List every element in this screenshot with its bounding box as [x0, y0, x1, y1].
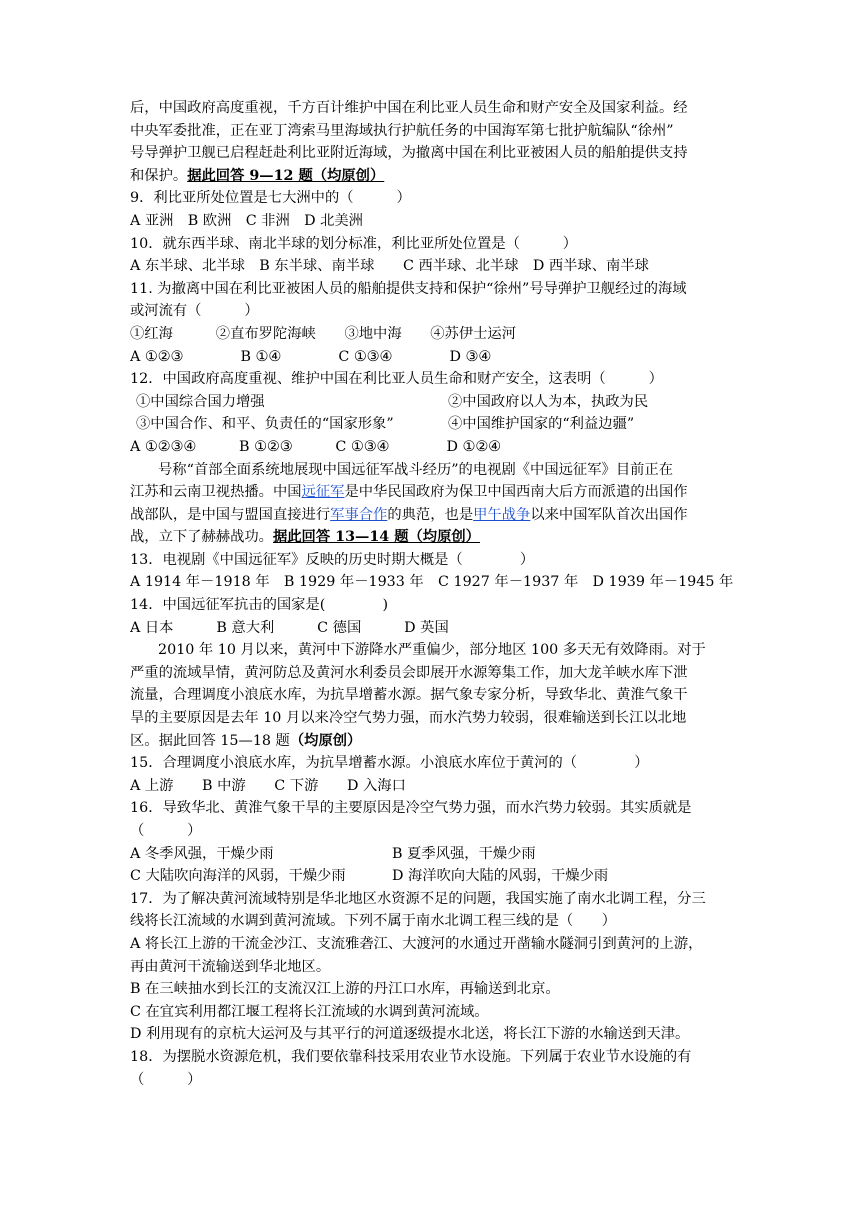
answer-instruction-9-12: 据此回答 9—12 题（均原创）: [187, 167, 385, 184]
question-10-stem: 10．就东西半球、南北半球的划分标准，利比亚所处位置是（ ）: [130, 235, 578, 252]
passage-2-text: 江苏和云南卫视热播。中国: [130, 484, 302, 501]
question-16-options-row-2: [130, 865, 742, 888]
question-16-options-row-1: [130, 843, 742, 866]
answer-instruction-15-18: （均原创）: [289, 732, 362, 749]
question-16-option-c: C 大陆吹向海洋的风弱，干燥少雨: [130, 868, 346, 885]
question-17-option-a-line-1: A 将长江上游的干流金沙江、支流雅砻江、大渡河的水通过开凿输水隧洞引到黄河的上游，: [130, 935, 703, 952]
passage-2-text: 是中华民国政府为保卫中国西南大后方而派遣的出国作: [344, 484, 688, 501]
question-17-option-a-line-2: 再由黄河干流输送到华北地区。: [130, 958, 331, 975]
question-12-stem: 12．中国政府高度重视、维护中国在利比亚人员生命和财产安全，这表明（ ）: [130, 371, 663, 388]
link-junshi-hezuo[interactable]: 军事合作: [330, 506, 388, 523]
question-11-options: A ①②③ B ①④ C ①③④ D ③④: [130, 348, 492, 365]
question-12-options: A ①②③④ B ①②③ C ①③④ D ①②④: [130, 438, 501, 455]
question-16-option-d: D 海洋吹向大陆的风弱，干燥少雨: [392, 868, 609, 885]
passage-1-line-3: 号导弹护卫舰已启程赶赴利比亚附近海域，为撤离中国在利比亚被困人员的船舶提供支持: [130, 145, 688, 162]
question-9-stem: 9．利比亚所处位置是七大洲中的（ ）: [130, 190, 411, 207]
question-16-stem-line-2: （ ）: [130, 823, 202, 839]
passage-3-line-2: 严重的流域旱情，黄河防总及黄河水利委员会即展开水源筹集工作，加大龙羊峡水库下泄: [130, 664, 688, 681]
link-yuanzhengjun[interactable]: 远征军: [301, 484, 345, 501]
question-17-option-c: C 在宜宾利用都江堰工程将长江流域的水调到黄河流域。: [130, 1003, 489, 1020]
passage-2-text: 的典范，也是: [387, 506, 474, 523]
document-page: [130, 97, 742, 1091]
question-13-options: A 1914 年－1918 年 B 1929 年－1933 年 C 1927 年－1937 年 D 1939 年－1945 年: [130, 574, 734, 591]
passage-2-text: 战，立下了赫赫战功。: [130, 529, 273, 546]
passage-2-text: 战部队，是中国与盟国直接进行: [130, 506, 331, 523]
question-12-items-row-1: [130, 391, 742, 414]
question-18-stem-line-1: 18．为摆脱水资源危机，我们要依靠科技采用农业节水设施。下列属于农业节水设施的有: [130, 1048, 692, 1065]
question-17-stem-line-2: 线将长江流域的水调到黄河流域。下列不属于南水北调工程三线的是（ ）: [130, 913, 617, 930]
question-16-option-b: B 夏季风强，干燥少雨: [392, 845, 536, 862]
question-14-options: A 日本 B 意大利 C 德国 D 英国: [130, 619, 449, 636]
question-11-items: ①红海 ②直布罗陀海峡 ③地中海 ④苏伊士运河: [130, 325, 517, 342]
passage-2-line-2: [130, 481, 742, 504]
passage-2-line-4: [130, 526, 742, 549]
passage-3-line-5: [130, 730, 742, 753]
passage-1-text: 和保护。: [130, 167, 188, 184]
passage-3-line-3: 流量，合理调度小浪底水库，为抗旱增蓄水源。据气象专家分析，导致华北、黄淮气象干: [130, 687, 688, 704]
passage-2-line-3: [130, 504, 742, 527]
passage-2-text: 以来中国军队首次出国作: [530, 506, 688, 523]
question-16-option-a: A 冬季风强，干燥少雨: [130, 845, 274, 862]
question-9-options: A 亚洲 B 欧洲 C 非洲 D 北美洲: [130, 212, 363, 229]
question-16-stem-line-1: 16．导致华北、黄淮气象干旱的主要原因是冷空气势力强，而水汽势力较弱。其实质就是: [130, 800, 692, 817]
question-12-item-3: ③中国合作、和平、负责任的“国家形象”: [136, 416, 394, 433]
question-18-stem-line-2: （ ）: [130, 1071, 202, 1088]
passage-1-line-1: 后，中国政府高度重视，千方百计维护中国在利比亚人员生命和财产安全及国家利益。经: [130, 100, 688, 116]
passage-3-text: 区。据此回答 15—18 题: [130, 732, 290, 749]
answer-instruction-13-14: 据此回答 13—14 题（均原创）: [272, 529, 480, 546]
question-12-item-4: ④中国维护国家的“利益边疆”: [448, 416, 635, 433]
question-13-stem: 13．电视剧《中国远征军》反映的历史时期大概是（ ）: [130, 551, 535, 568]
passage-2-line-1: 号称“首部全面系统地展现中国远征军战斗经历”的电视剧《中国远征军》目前正在: [158, 461, 674, 478]
question-17-option-d: D 利用现有的京杭大运河及与其平行的河道逐级提水北送，将长江下游的水输送到天津。: [130, 1026, 690, 1043]
question-14-stem: 14．中国远征军抗击的国家是( ): [130, 597, 389, 614]
question-15-options: A 上游 B 中游 C 下游 D 入海口: [130, 777, 406, 794]
passage-1-line-4: [130, 165, 742, 188]
question-17-option-b: B 在三峡抽水到长江的支流汉江上游的丹江口水库，再输送到北京。: [130, 981, 560, 998]
question-15-stem: 15．合理调度小浪底水库，为抗旱增蓄水源。小浪底水库位于黄河的（ ）: [130, 755, 649, 772]
question-11-stem-line-2: 或河流有（ ）: [130, 303, 259, 320]
passage-1-line-2: 中央军委批准，正在亚丁湾索马里海域执行护航任务的中国海军第七批护航编队“徐州”: [130, 122, 674, 139]
question-12-items-row-2: [130, 413, 742, 436]
passage-3-line-1: 2010 年 10 月以来，黄河中下游降水严重偏少，部分地区 100 多天无有效降雨。对于: [158, 642, 706, 659]
question-17-stem-line-1: 17．为了解决黄河流域特别是华北地区水资源不足的问题，我国实施了南水北调工程，分三: [130, 890, 706, 907]
question-10-options: A 东半球、北半球 B 东半球、南半球 C 西半球、北半球 D 西半球、南半球: [130, 258, 649, 275]
question-11-stem-line-1: 11. 为撤离中国在利比亚被困人员的船舶提供支持和保护“徐州”号导弹护卫舰经过的海域: [130, 280, 687, 297]
link-jiawu-zhanzheng[interactable]: 甲午战争: [473, 506, 531, 523]
question-12-item-2: ②中国政府以人为本，执政为民: [448, 393, 649, 410]
question-12-item-1: ①中国综合国力增强: [136, 393, 265, 410]
passage-3-line-4: 旱的主要原因是去年 10 月以来冷空气势力强，而水汽势力较弱，很难输送到长江以北地: [130, 710, 687, 727]
